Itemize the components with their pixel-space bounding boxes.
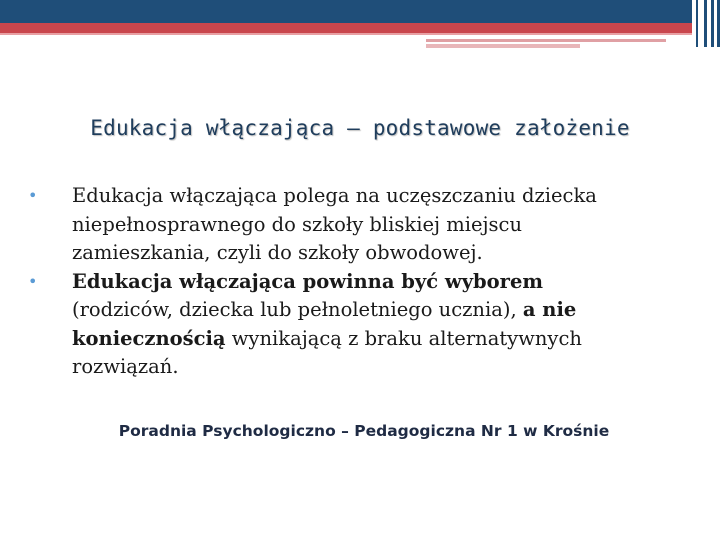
- header-pink-accent-line: [426, 39, 666, 42]
- bullet-text: (rodziców, dziecka lub pełnoletniego ucznia),: [72, 298, 523, 321]
- bullet-text: wynikającą z braku alternatywnych rozwiązań.: [72, 326, 582, 378]
- header-vertical-stripe: [711, 0, 714, 47]
- bullet-bold-text: a nie koniecznością: [72, 298, 577, 350]
- slide-title: Edukacja włączająca – podstawowe założenie: [90, 116, 630, 140]
- header-red-bar: [0, 23, 692, 33]
- bullet-bold-text: Edukacja włączająca powinna być wyborem: [72, 269, 543, 293]
- bullet-item: [28, 182, 648, 268]
- header-pink-accent-line-short: [426, 44, 580, 48]
- header-pink-line: [0, 33, 692, 35]
- bullet-list: [28, 182, 648, 382]
- slide-footer: Poradnia Psychologiczno – Pedagogiczna Nr 1 w Krośnie: [118, 422, 610, 440]
- bullet-marker: •: [28, 186, 38, 205]
- bullet-marker: •: [28, 271, 38, 291]
- header-vertical-stripe: [704, 0, 707, 47]
- header-vertical-stripe: [696, 0, 698, 47]
- header-navy-bar: [0, 0, 692, 23]
- bullet-text: Edukacja włączająca polega na uczęszczaniu dziecka niepełnosprawnego do szkoły bliskiej miejscu zamieszkania, czyli do szkoły obwodowej.: [72, 184, 597, 264]
- bullet-item: [28, 268, 648, 382]
